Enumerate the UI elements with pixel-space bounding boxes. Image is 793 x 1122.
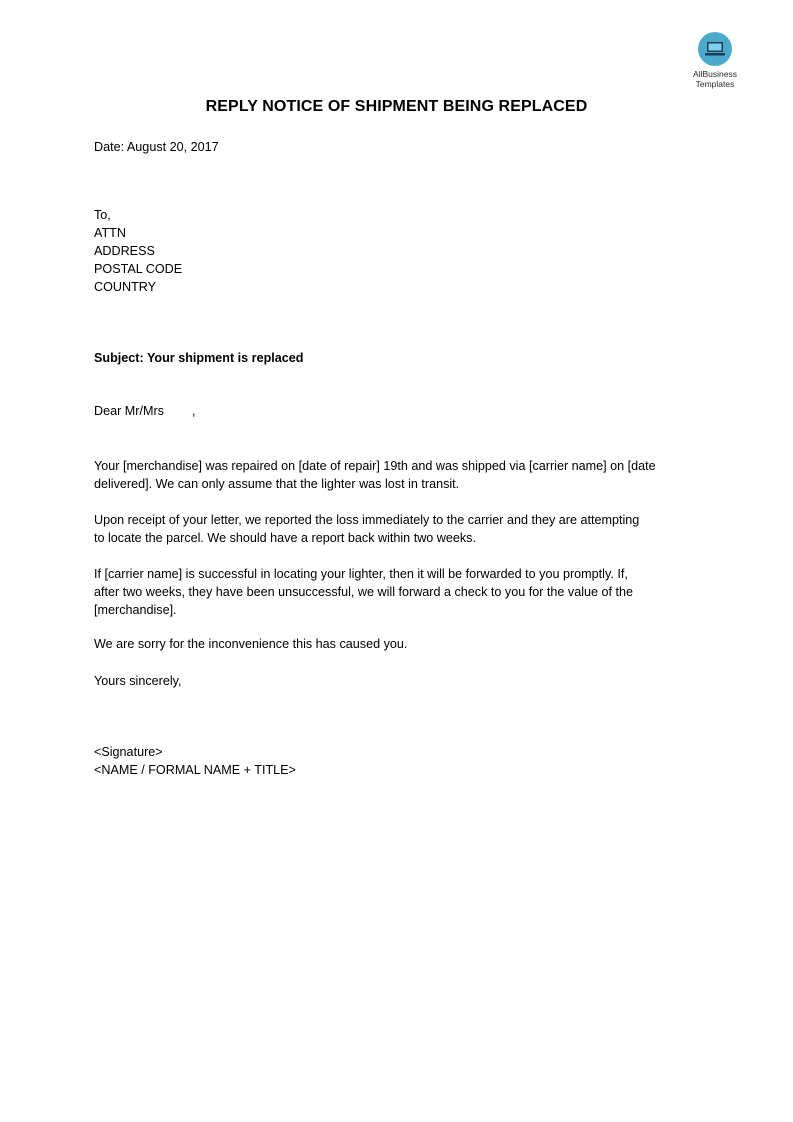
body-paragraph-4 (94, 635, 714, 653)
paragraph-line: We are sorry for the inconvenience this has caused you. (94, 637, 408, 651)
name-title-placeholder: <NAME / FORMAL NAME + TITLE> (94, 763, 296, 777)
date-line: Date: August 20, 2017 (94, 140, 219, 154)
paragraph-line: to locate the parcel. We should have a report back within two weeks. (94, 531, 476, 545)
paragraph-line: [merchandise]. (94, 603, 177, 617)
paragraph-line: If [carrier name] is successful in locating your lighter, then it will be forwarded to you promptly. If, (94, 567, 628, 581)
logo-text-line1: AllBusiness (693, 69, 737, 79)
document-title: REPLY NOTICE OF SHIPMENT BEING REPLACED (205, 98, 588, 115)
address-attn: ATTN (94, 226, 126, 240)
body-paragraph-2 (94, 511, 714, 547)
company-logo (688, 32, 742, 89)
signature-placeholder: <Signature> (94, 745, 163, 759)
address-to: To, (94, 208, 111, 222)
laptop-icon (698, 32, 732, 66)
paragraph-line: Upon receipt of your letter, we reported the loss immediately to the carrier and they are attempting (94, 513, 640, 527)
body-paragraph-3 (94, 565, 714, 619)
address-postal-code: POSTAL CODE (94, 262, 183, 276)
body-paragraph-1 (94, 457, 714, 493)
paragraph-line: delivered]. We can only assume that the lighter was lost in transit. (94, 477, 460, 491)
paragraph-line: after two weeks, they have been unsuccessful, we will forward a check to you for the value of the (94, 585, 634, 599)
closing: Yours sincerely, (94, 674, 182, 688)
subject-line: Subject: Your shipment is replaced (94, 351, 304, 365)
paragraph-line: Your [merchandise] was repaired on [date of repair] 19th and was shipped via [carrier name] on [date (94, 459, 656, 473)
logo-text-line2: Templates (695, 79, 735, 89)
salutation: Dear Mr/Mrs , (94, 404, 196, 418)
address-line: ADDRESS (94, 244, 155, 258)
address-country: COUNTRY (94, 280, 157, 294)
